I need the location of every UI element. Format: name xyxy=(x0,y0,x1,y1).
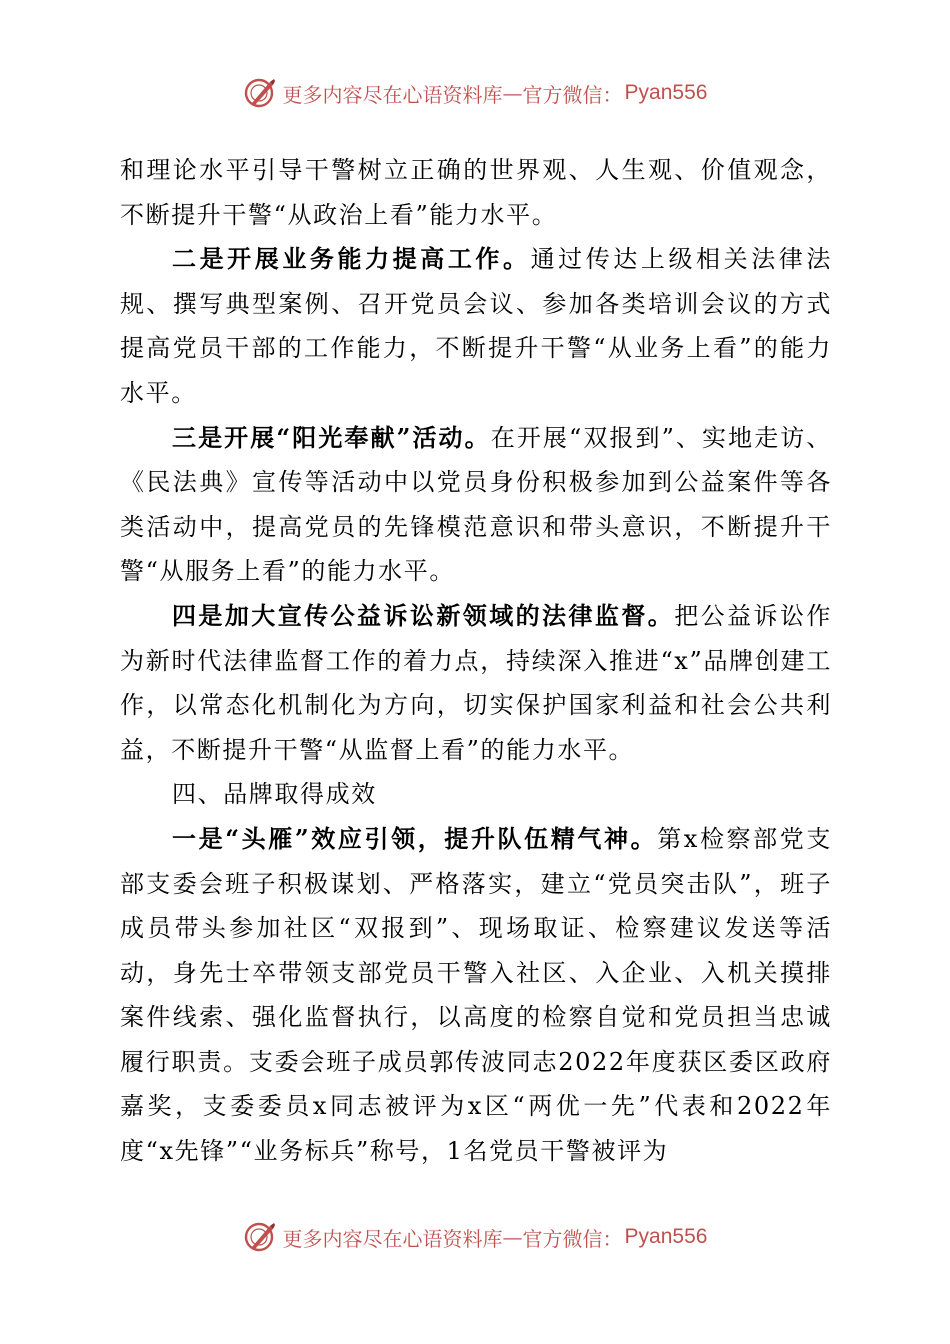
paragraph-item-2 xyxy=(120,237,832,415)
item-4-heading: 四是加大宣传公益诉讼新领域的法律监督。 xyxy=(172,600,675,630)
watermark-slogan: 更多内容尽在心语资料库 xyxy=(282,82,503,107)
bottom-watermark-banner xyxy=(0,1217,950,1257)
section-4-title-text: 四、品牌取得成效 xyxy=(172,780,377,809)
watermark-wechat-id: Pyan556 xyxy=(624,1225,708,1248)
watermark-dash: — xyxy=(502,81,523,105)
watermark-slogan: 更多内容尽在心语资料库 xyxy=(282,1226,503,1251)
paragraph-item-4 xyxy=(120,594,832,772)
result-1-body: 第x检察部党支部支委会班子积极谋划、严格落实，建立“党员突击队”，班子成员带头参加社区“双报到”、现场取证、检察建议发送等活动，身先士卒带领支部党员干警入社区、入企业、入机关摸排案件线索、强化监督执行，以高度的检察自觉和党员担当忠诚履行职责。支委会班子成员郭传波同志2022年度获区委区政府嘉奖，支委委员x同志被评为x区“两优一先”代表和2022年度“x先锋”“业务标兵”称号，1名党员干警被评为 xyxy=(120,824,832,1166)
pen-logo-icon xyxy=(243,1220,277,1254)
paragraph-result-1 xyxy=(120,817,832,1174)
section-4-title xyxy=(120,772,832,817)
result-1-heading: 一是“头雁”效应引领，提升队伍精气神。 xyxy=(172,823,658,853)
item-2-heading: 二是开展业务能力提高工作。 xyxy=(172,244,531,274)
document-body xyxy=(120,148,832,1174)
item-4-body: 把公益诉讼作为新时代法律监督工作的着力点，持续深入推进“x”品牌创建工作，以常态化机制化为方向，切实保护国家利益和社会公共利益，不断提升干警“从监督上看”的能力水平。 xyxy=(120,601,832,764)
pen-logo-icon xyxy=(243,76,277,110)
watermark-dash: — xyxy=(502,1225,523,1249)
watermark-wechat-label: 官方微信： xyxy=(522,82,623,107)
item-3-heading: 三是开展“阳光奉献”活动。 xyxy=(172,422,491,452)
item-3-body: 在开展“双报到”、实地走访、《民法典》宣传等活动中以党员身份积极参加到公益案件等各类活动中，提高党员的先锋模范意识和带头意识，不断提升干警“从服务上看”的能力水平。 xyxy=(120,423,832,586)
watermark-wechat-label: 官方微信： xyxy=(522,1226,623,1251)
paragraph-continuation xyxy=(120,148,832,237)
continuation-text: 和理论水平引导干警树立正确的世界观、人生观、价值观念，不断提升干警“从政治上看”能力水平。 xyxy=(120,156,832,229)
top-watermark-banner xyxy=(0,73,950,113)
watermark-wechat-id: Pyan556 xyxy=(624,81,708,104)
item-2-body: 通过传达上级相关法律法规、撰写典型案例、召开党员会议、参加各类培训会议的方式提高党员干部的工作能力，不断提升干警“从业务上看”的能力水平。 xyxy=(120,245,832,407)
paragraph-item-3 xyxy=(120,416,832,594)
